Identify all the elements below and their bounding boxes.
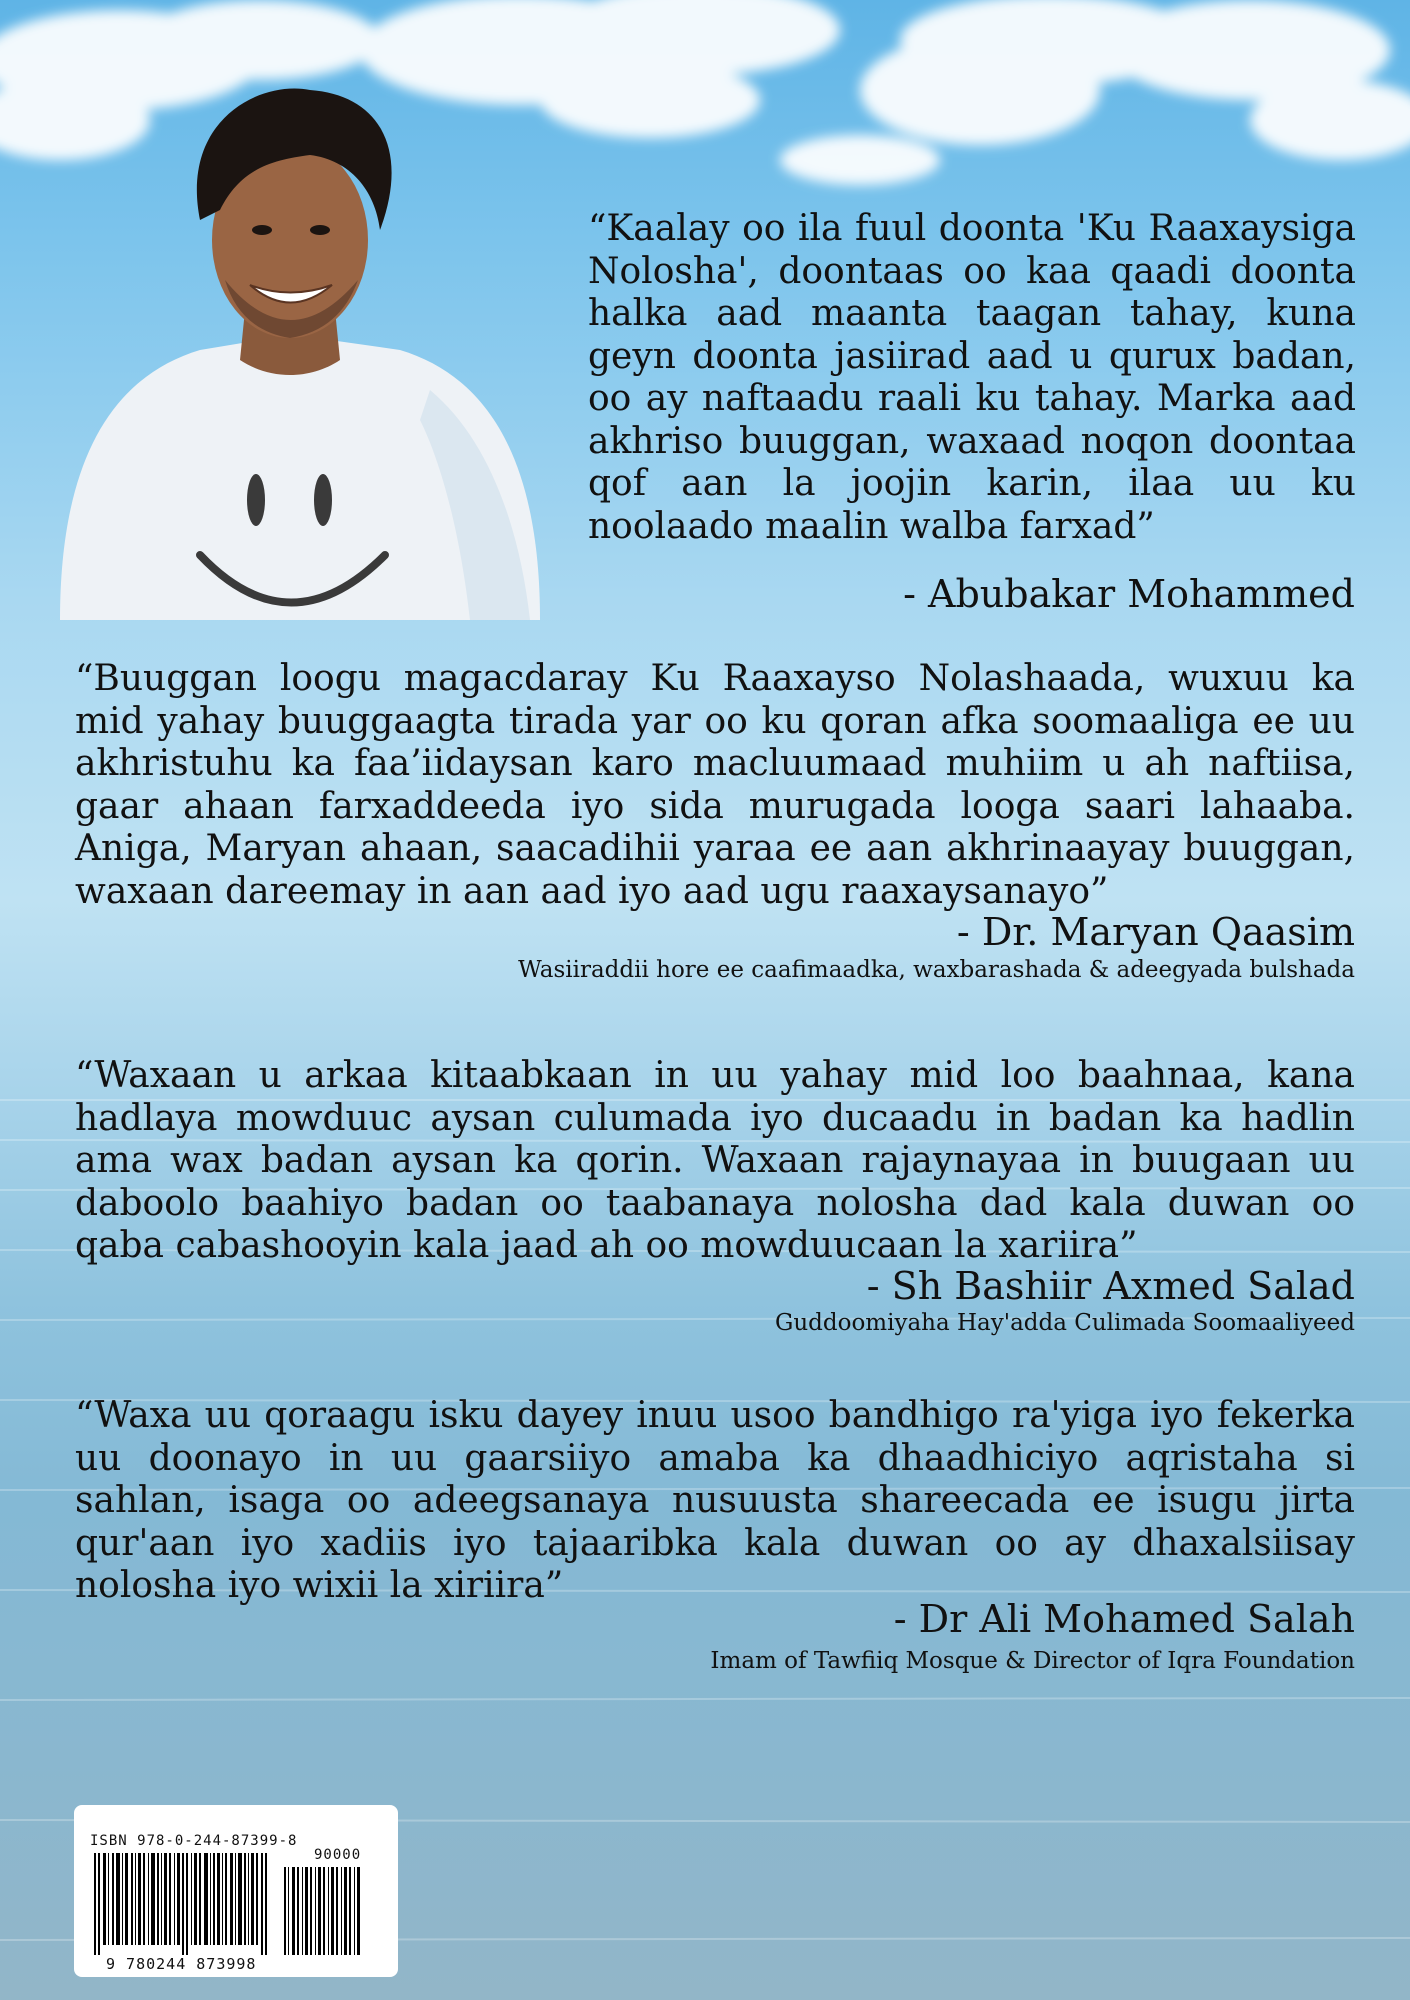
- quote-author-role: Wasiiraddii hore ee caafimaadka, waxbarashada & adeegyada bulshada: [518, 957, 1355, 983]
- isbn-barcode: [74, 1805, 398, 1977]
- quote-author-role: Guddoomiyaha Hay'adda Culimada Soomaaliyeed: [774, 1310, 1355, 1336]
- barcode-bars: [94, 1853, 384, 1955]
- quote-text: “Waxa uu qoraagu isku dayey inuu usoo bandhigo ra'yiga iyo fekerka uu doonayo in uu gaarsiiyo amaba ka dhaadhiciyo aqristaha si sahlan, isaga oo adeegsanaya nusuusta shareecada ee isugu jirta qur'aan iyo xadiis iyo tajaaribka kala duwan oo ay dhaxalsiisay nolosha iyo wixii la xiriira”: [75, 1395, 1355, 1606]
- quote-author-role: Imam of Tawfiiq Mosque & Director of Iqra Foundation: [710, 1648, 1355, 1674]
- quote-author: - Sh Bashiir Axmed Salad: [866, 1264, 1355, 1308]
- isbn-label: ISBN 978-0-244-87399-8: [90, 1833, 298, 1849]
- quote-author: - Dr. Maryan Qaasim: [956, 910, 1355, 954]
- quote-text: “Buuggan loogu magacdaray Ku Raaxayso Nolashaada, wuxuu ka mid yahay buuggaagta tirada yar oo ku qoran afka soomaaliga ee uu akhristuhu ka faa’iidaysan karo macluumaad muhiim u ah naftiisa, gaar ahaan farxaddeeda iyo sida murugada looga saari lahaaba. Aniga, Maryan ahaan, saacadihii yaraa ee aan akhrinaayay buuggan, waxaan dareemay in aan aad iyo aad ugu raaxaysanayo”: [75, 658, 1355, 912]
- quote-author: - Abubakar Mohammed: [903, 572, 1355, 616]
- quote-text: “Kaalay oo ila fuul doonta 'Ku Raaxaysiga Nolosha', doontaas oo kaa qaadi doonta halka aad maanta taagan tahay, kuna geyn doonta jasiirad aad u qurux badan, oo ay naftaadu raali ku tahay. Marka aad akhriso buuggan, waxaad noqon doontaa qof aan la joojin karin, ilaa uu ku noolaado maalin walba farxad”: [588, 208, 1356, 547]
- ean-digits: 9 780244 873998: [106, 1955, 257, 1973]
- quote-author: - Dr Ali Mohamed Salah: [893, 1597, 1355, 1641]
- author-portrait: [40, 60, 560, 620]
- quote-text: “Waxaan u arkaa kitaabkaan in uu yahay mid loo baahnaa, kana hadlaya mowduuc aysan culumada iyo ducaadu in badan ka hadlin ama wax badan aysan ka qorin. Waxaan rajaynayaa in buugaan uu daboolo baahiyo badan oo taabanaya nolosha dad kala duwan oo qaba cabashooyin kala jaad ah oo mowduucaan la xariira”: [75, 1055, 1355, 1266]
- isbn-addon-digits: 90000: [314, 1847, 362, 1863]
